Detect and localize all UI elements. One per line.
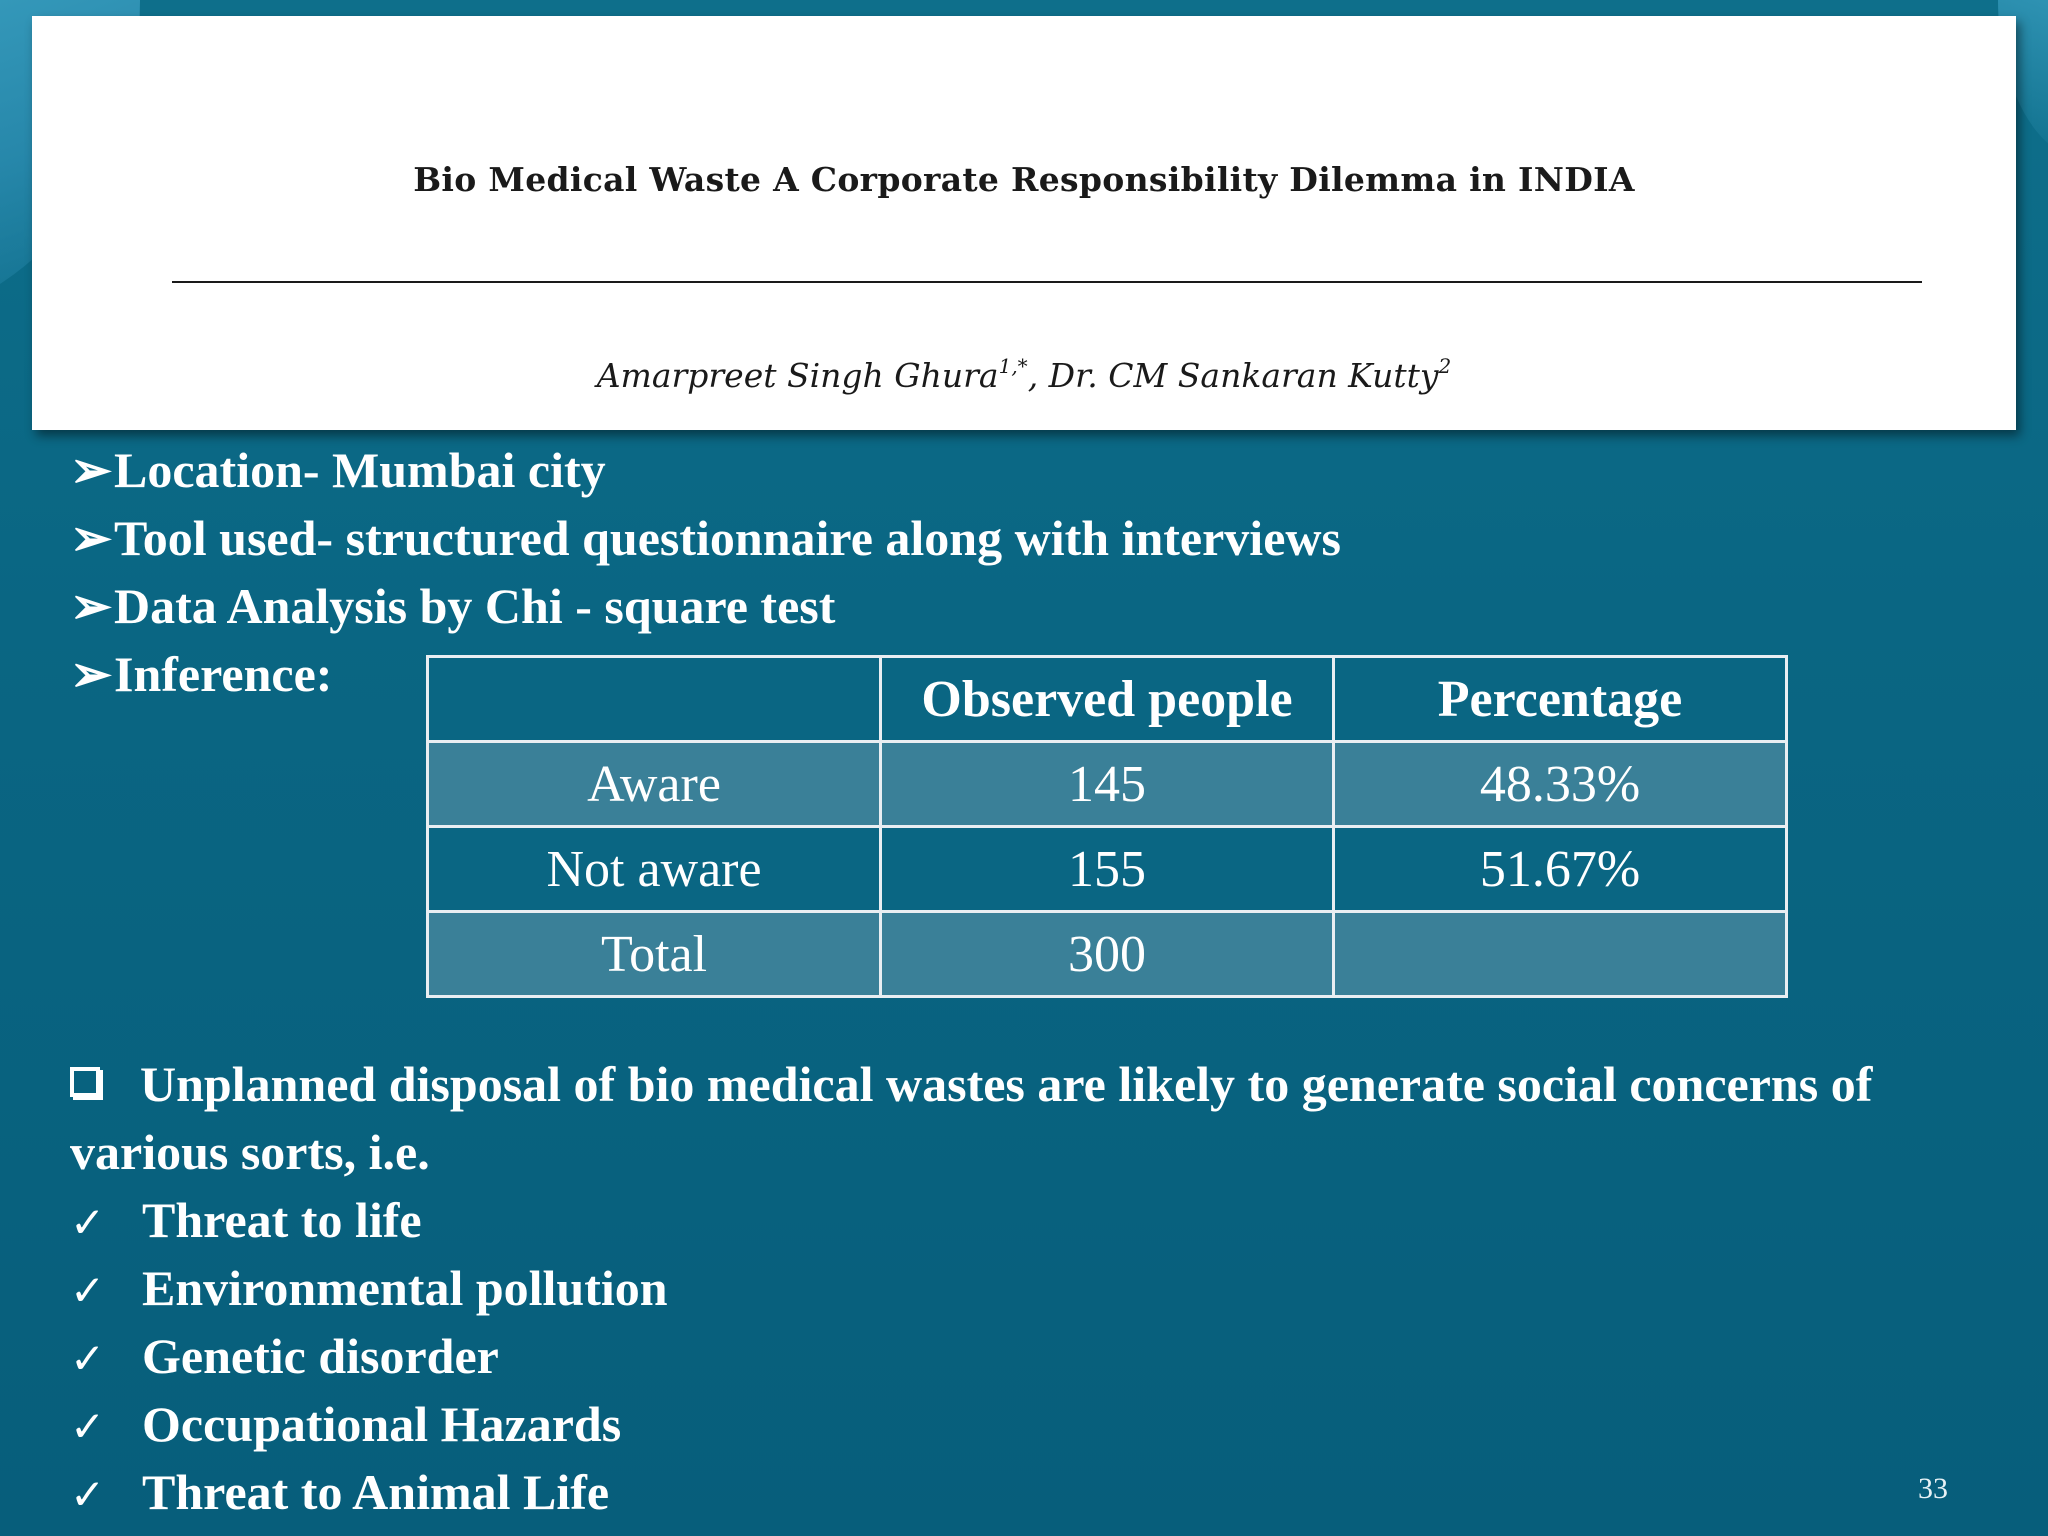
checkmark-icon: ✓ — [70, 1334, 106, 1383]
table-cell-label: Not aware — [428, 827, 881, 912]
checkbox-bullet-icon — [70, 1067, 100, 1097]
concern-text: Threat to life — [142, 1192, 422, 1248]
checkmark-icon: ✓ — [70, 1266, 106, 1315]
note-text: Unplanned disposal of bio medical wastes are likely to generate social concerns of various sorts, i.e. — [70, 1056, 1873, 1180]
checkmark-icon: ✓ — [70, 1402, 106, 1451]
arrow-bullet-icon: ➢ — [70, 578, 112, 634]
checkmark-icon: ✓ — [70, 1198, 106, 1247]
author-2: Dr. CM Sankaran Kutty — [1048, 356, 1439, 395]
concern-item — [70, 1390, 668, 1458]
table-header-row — [428, 657, 1787, 742]
bullet-location — [70, 436, 1970, 504]
bullet-tool — [70, 504, 1970, 572]
bullet-analysis — [70, 572, 1970, 640]
note-paragraph — [70, 1050, 1970, 1186]
table-header-cell — [428, 657, 881, 742]
table-header-cell: Observed people — [881, 657, 1334, 742]
author-1-affiliation: 1,* — [998, 354, 1028, 378]
table-cell-percentage: 48.33% — [1334, 742, 1787, 827]
table-cell-percentage — [1334, 912, 1787, 997]
concern-item — [70, 1458, 668, 1526]
table-cell-observed: 155 — [881, 827, 1334, 912]
concern-item — [70, 1254, 668, 1322]
concern-text: Occupational Hazards — [142, 1396, 622, 1452]
awareness-table — [426, 655, 1788, 998]
bullet-text: Location- Mumbai city — [114, 442, 606, 498]
table-cell-percentage: 51.67% — [1334, 827, 1787, 912]
page-number: 33 — [1918, 1472, 1948, 1505]
checkmark-icon: ✓ — [70, 1470, 106, 1519]
arrow-bullet-icon: ➢ — [70, 646, 112, 702]
concern-item — [70, 1186, 668, 1254]
table-cell-label: Aware — [428, 742, 881, 827]
table-header-cell: Percentage — [1334, 657, 1787, 742]
concern-text: Environmental pollution — [142, 1260, 668, 1316]
table-cell-label: Total — [428, 912, 881, 997]
paper-divider — [172, 281, 1922, 283]
paper-authors — [32, 354, 2016, 395]
author-separator: , — [1027, 356, 1049, 395]
concern-list — [70, 1186, 668, 1526]
bullet-text: Inference: — [114, 646, 333, 702]
paper-header-image — [32, 16, 2016, 430]
arrow-bullet-icon: ➢ — [70, 510, 112, 566]
concern-text: Threat to Animal Life — [142, 1464, 610, 1520]
table-cell-observed: 145 — [881, 742, 1334, 827]
bullet-text: Data Analysis by Chi - square test — [114, 578, 836, 634]
paper-title: Bio Medical Waste A Corporate Responsibility Dilemma in INDIA — [413, 160, 1635, 199]
table-row — [428, 912, 1787, 997]
concern-text: Genetic disorder — [142, 1328, 499, 1384]
table-row — [428, 827, 1787, 912]
table-row — [428, 742, 1787, 827]
arrow-bullet-icon: ➢ — [70, 442, 112, 498]
table-cell-observed: 300 — [881, 912, 1334, 997]
author-1: Amarpreet Singh Ghura — [596, 356, 999, 395]
concern-item — [70, 1322, 668, 1390]
author-2-affiliation: 2 — [1438, 354, 1452, 378]
bullet-text: Tool used- structured questionnaire along with interviews — [114, 510, 1341, 566]
